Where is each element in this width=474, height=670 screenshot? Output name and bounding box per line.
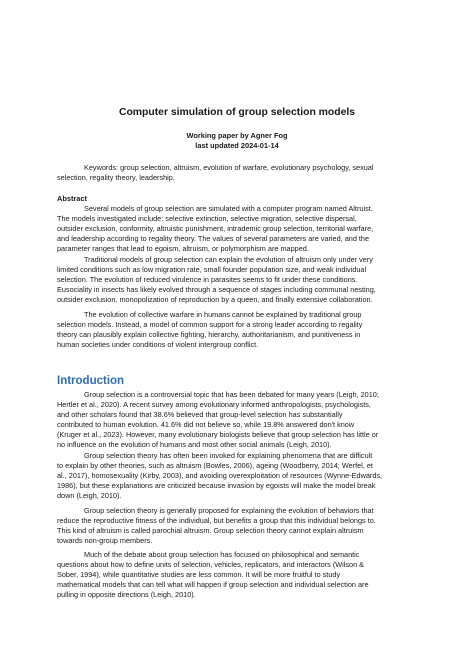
- text-line: Group selection theory is generally proposed for explaining the evolution of behaviors that: [84, 506, 374, 515]
- keywords-line: Keywords: group selection, altruism, evolution of warfare, evolutionary psychology, sexual: [84, 163, 374, 172]
- introduction-paragraph-2: [57, 451, 418, 501]
- introduction-paragraph-3: [57, 506, 418, 546]
- abstract-paragraph-3: [57, 310, 418, 350]
- byline: Working paper by Agner Fog: [186, 131, 288, 140]
- text-line: The models investigated include: selective extinction, selective migration, selective dispersal,: [57, 214, 357, 224]
- text-line: reduce the reproductive fitness of the individual, but benefits a group that this individual belongs to.: [57, 516, 376, 526]
- abstract-paragraph-1: [57, 204, 418, 254]
- text-line: human societies under conditions of violent intergroup conflict.: [57, 340, 259, 350]
- introduction-paragraph-1: [57, 390, 418, 451]
- text-line: questions about how to define units of selection, vehicles, replicators, and interactors (Wilson &: [57, 560, 365, 570]
- text-line: This kind of altruism is called parochial altruism. Group selection theory cannot explain altruism: [57, 526, 364, 536]
- text-line: Several models of group selection are simulated with a computer program named Altruist.: [84, 204, 373, 213]
- text-line: Group selection is a controversial topic that has been debated for many years (Leigh, 2010;: [84, 390, 379, 399]
- text-line: Traditional models of group selection can explain the evolution of altruism only under very: [84, 254, 373, 264]
- text-line: theory can plausibly explain collective fighting, hierarchy, authoritarianism, and punitiveness in: [57, 330, 361, 340]
- text-line: no influence on the evolution of humans and most other social animals (Leigh, 2010).: [57, 440, 332, 450]
- text-line: parameter ranges that lead to egoism, altruism, or polymorphism are mapped.: [57, 244, 309, 254]
- abstract-heading: Abstract: [57, 194, 87, 203]
- text-line: selection. The evolution of reduced virulence in parasites seems to fit under these conditions.: [57, 274, 358, 284]
- introduction-paragraph-4: [57, 550, 418, 600]
- text-line: pulling in opposite directions (Leigh, 2010).: [57, 590, 196, 600]
- keywords: [57, 163, 418, 183]
- keywords-line: selection, regality theory, leadership.: [57, 173, 175, 183]
- text-line: outsider exclusion, monopolization of reproduction by a queen, and finally extensive collaboration.: [57, 294, 373, 304]
- abstract-paragraph-2: [57, 255, 418, 305]
- text-line: 1986), but these explanations are criticized because invasion by egoists will make the model break: [57, 481, 376, 491]
- text-line: Eusociality in insects has likely evolved through a sequence of stages including communal nesting,: [57, 284, 376, 294]
- text-line: to explain by other theories, such as altruism (Bowles, 2006), ageing (Woodberry, 2014; Werfel, et: [57, 461, 373, 471]
- text-line: mathematical models that can tell what will happen if group selection and individual selection are: [57, 580, 369, 590]
- text-line: towards non-group members.: [57, 536, 153, 546]
- text-line: selection models. Instead, a model of common support for a strong leader according to regality: [57, 320, 363, 330]
- text-line: contributed to human evolution. 41.6% did not believe so, while 19.8% answered don't know: [57, 420, 355, 430]
- text-line: al., 2017), homosexuality (Kirby, 2003), and avoiding overexploitation of resources (Wynne-Edwards,: [57, 471, 383, 481]
- text-line: limited conditions such as low migration rate, small founder population size, and weak individual: [57, 264, 367, 274]
- text-line: and other scholars found that 38.6% believed that group-level selection has substantially: [57, 410, 343, 420]
- text-line: Hertler et al., 2020). A recent survey among evolutionary informed anthropologists, psychologists,: [57, 400, 371, 410]
- text-line: Sober, 1994), while quantitative studies are less common. It will be more fruitful to study: [57, 570, 341, 580]
- paper-title: Computer simulation of group selection models: [118, 107, 356, 118]
- introduction-heading: Introduction: [57, 375, 125, 387]
- text-line: (Kruger et al., 2023). However, many evolutionary biologists believe that group selection has little or: [57, 430, 379, 440]
- text-line: The evolution of collective warfare in humans cannot be explained by traditional group: [84, 310, 362, 319]
- last-updated: last updated 2024-01-14: [195, 141, 279, 150]
- text-line: Much of the debate about group selection has focused on philosophical and semantic: [84, 550, 360, 559]
- text-line: outsider exclusion, conformity, altruistic punishment, intrademic group selection, territorial warfare,: [57, 224, 374, 234]
- text-line: down (Leigh, 2010).: [57, 491, 122, 501]
- text-line: Group selection theory has often been invoked for explaining phenomena that are difficult: [84, 451, 373, 460]
- text-line: and leadership according to regality theory. The values of several parameters are varied, and the: [57, 234, 370, 244]
